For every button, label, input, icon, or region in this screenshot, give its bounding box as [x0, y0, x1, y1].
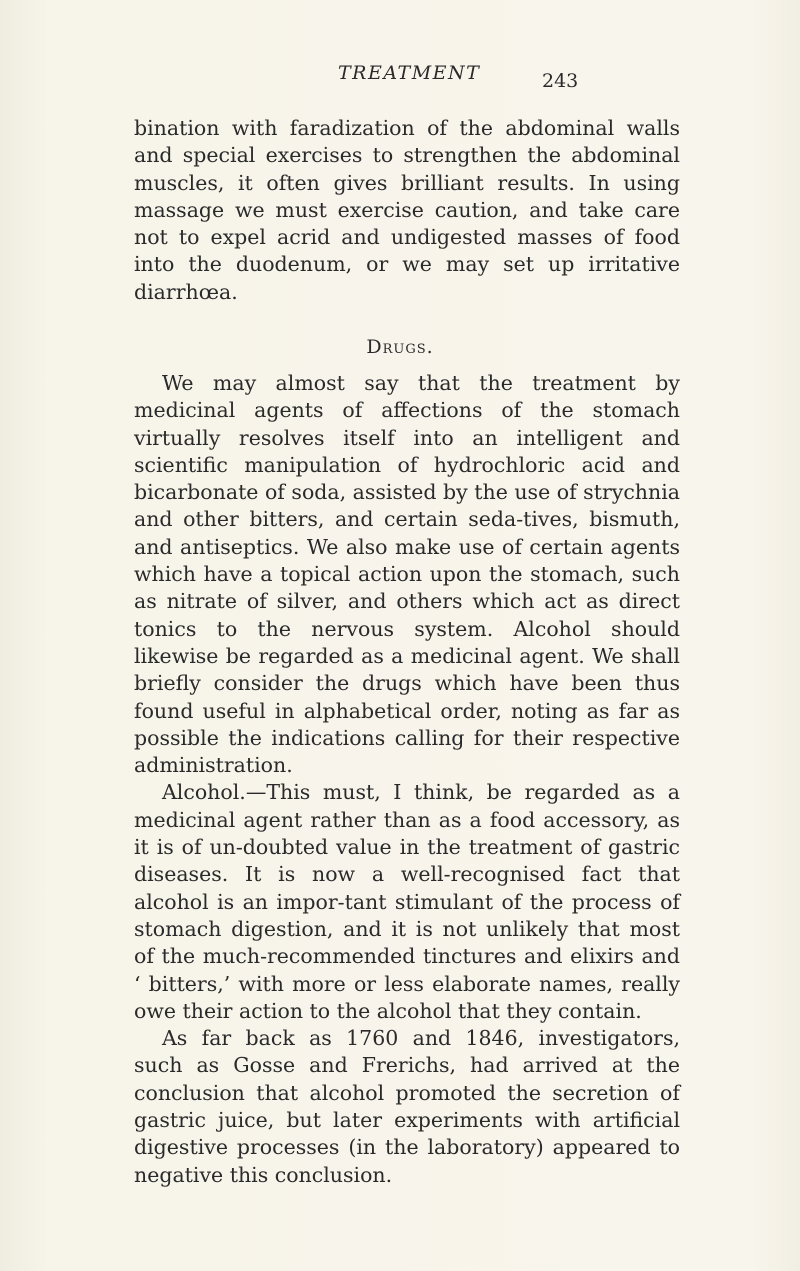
- running-head: [0, 62, 800, 92]
- alcohol-run-in-heading: Alcohol.: [162, 780, 246, 805]
- alcohol-paragraph-body: —This must, I think, be regarded as a medicinal agent rather than as a food accessory, as it is of un-doubted value in the treatment of gastric diseases. It is now a well-recognised fact that alcohol is an impor-tant stimulant of the process of stomach digestion, and it is not unlikely that most of the much-recommended tinctures and elixirs and ‘ bitters,’ with more or less elaborate names, really owe their action to the alcohol that they contain.: [134, 780, 680, 1023]
- paragraph-drugs-intro: We may almost say that the treatment by medicinal agents of affections of the stomach virtually resolves itself into an intelligent and scientific manipulation of hydrochloric acid and bicarbonate of soda, assisted by the use of strychnia and other bitters, and certain seda-tives, bismuth, and antiseptics. We also make use of certain agents which have a topical action upon the stomach, such as nitrate of silver, and others which act as direct tonics to the nervous system. Alcohol should likewise be regarded as a medicinal agent. We shall briefly consider the drugs which have been thus found useful in alphabetical order, noting as far as possible the indications calling for their respective administration.: [134, 371, 680, 778]
- paragraph-history: As far back as 1760 and 1846, investigators, such as Gosse and Frerichs, had arrived at the conclusion that alcohol promoted the secretion of gastric juice, but later experiments with artificial digestive processes (in the laboratory) appeared to negative this conclusion.: [134, 1026, 680, 1187]
- section-heading: Drugs.: [366, 336, 434, 358]
- paragraph-continuation: bination with faradization of the abdominal walls and special exercises to strengthen the abdominal muscles, it often gives brilliant results. In using massage we must exercise caution, and take care not to expel acrid and undigested masses of food into the duodenum, or we may set up irritative diarrhœa.: [134, 116, 680, 304]
- page-number: 243: [542, 70, 579, 92]
- running-title: TREATMENT: [338, 62, 481, 84]
- body-text-top: [134, 115, 680, 306]
- body-text-drugs: [134, 370, 680, 1189]
- paragraph-alcohol: [134, 779, 680, 1025]
